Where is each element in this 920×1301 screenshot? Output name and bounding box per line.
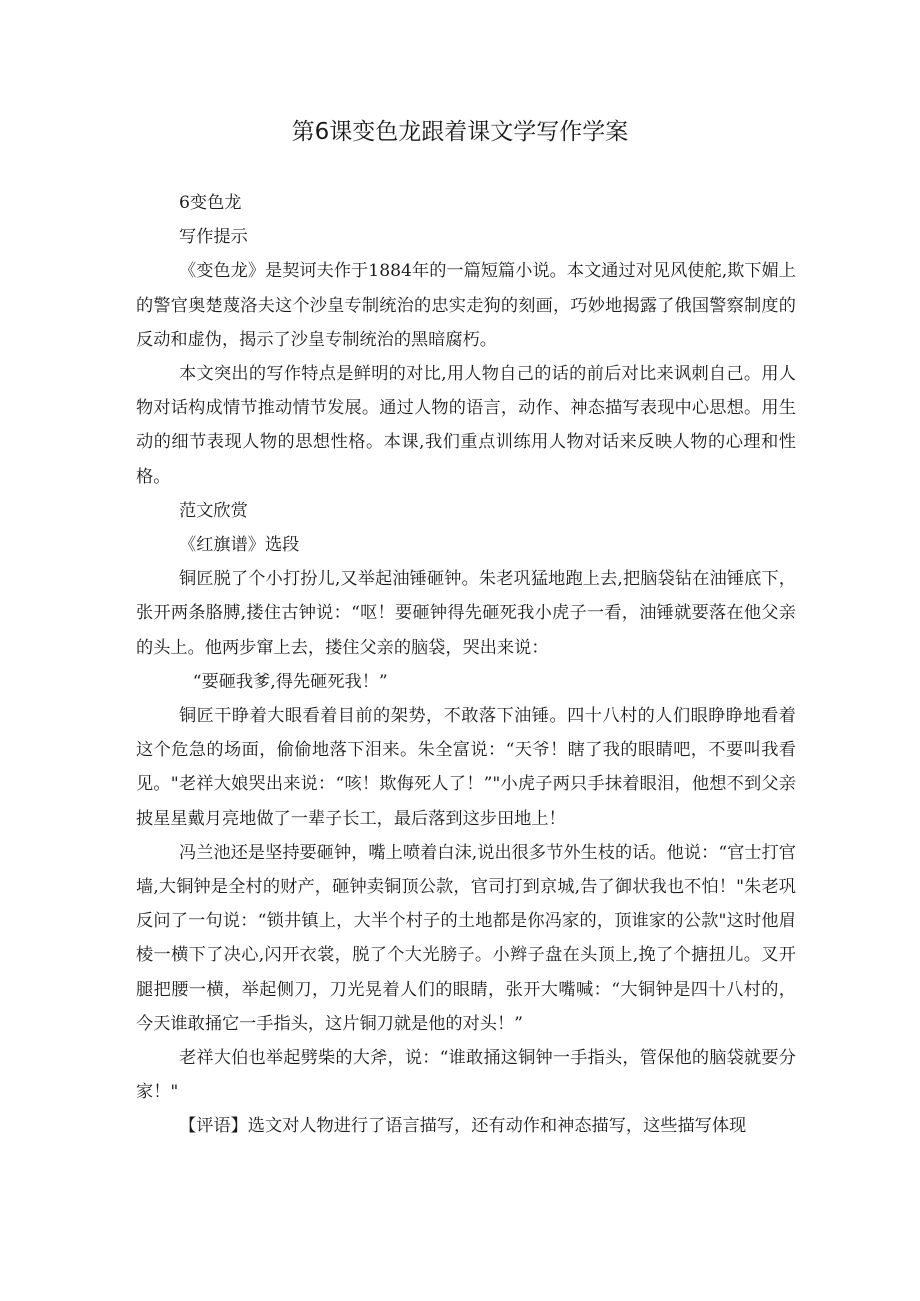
document-title: 第6课变色龙跟着课文学写作学案 <box>291 119 629 145</box>
paragraph-writing-features: 本文突出的写作特点是鲜明的对比,用人物自己的话的前后对比来讽刺自己。用人物对话构成情节推动情节发展。通过人物的语言，动作、神态描写表现中心思想。用生动的细节表现人物的思想性格。本课,我们重点训练用人物对话来反映人物的心理和性格。 <box>136 364 796 487</box>
section-heading-model-text: 范文欣赏 <box>179 500 248 521</box>
excerpt-title: 《红旗谱》选段 <box>179 535 300 556</box>
lesson-heading: 6变色龙 <box>179 193 242 213</box>
excerpt-paragraph: 铜匠干睁着大眼看着目前的架势，不敢落下油锤。四十八村的人们眼睁睁地看着这个危急的场面，偷偷地落下泪来。朱全富说：“天爷！瞎了我的眼睛吧，不要叫我看见。"老祥大娘哭出来说：“咳！欺侮死人了！”"小虎子两只手抹着眼泪，他想不到父亲披星星戴月亮地做了一辈子长工，最后落到这步田地上！ <box>136 706 796 829</box>
excerpt-quote: “要砸我爹,得先砸死我！” <box>192 671 388 692</box>
excerpt-paragraph: 冯兰池还是坚持要砸钟，嘴上喷着白沫,说出很多节外生枝的话。他说：“官士打官墙,大铜钟是全村的财产，砸钟卖铜顶公款，官司打到京城,告了御状我也不怕！"朱老巩反问了一句说：“锁井镇上，大半个村子的土地都是你冯家的，顶谁家的公款"这时他眉棱一横下了决心,闪开衣裳，脱了个大光膀子。小辫子盘在头顶上,挽了个搪扭儿。叉开腿把腰一横，举起侧刀，刀光晃着人们的眼睛，张开大嘴喊：“大铜钟是四十八村的，今天谁敢捅它一手指头，这片铜刀就是他的对头！” <box>136 842 796 1034</box>
comment-paragraph: 【评语】选文对人物进行了语言描写，还有动作和神态描写，这些描写体现 <box>179 1116 747 1137</box>
excerpt-paragraph: 铜匠脱了个小打扮儿,又举起油锤砸钟。朱老巩猛地跑上去,把脑袋钻在油锤底下，张开两条胳膊,搂住古钟说：“呕！要砸钟得先砸死我小虎子一看，油锤就要落在他父亲的头上。他两步窜上去，搂住父亲的脑袋，哭出来说： <box>136 569 796 658</box>
document-body <box>136 186 796 1144</box>
section-heading-writing-tips: 写作提示 <box>179 227 248 248</box>
excerpt-paragraph: 老祥大伯也举起劈柴的大斧，说：“谁敢捅这铜钟一手指头，管保他的脑袋就要分家！" <box>136 1048 796 1103</box>
paragraph-intro: 《变色龙》是契诃夫作于1884年的一篇短篇小说。本文通过对见风使舵,欺下媚上的警官奥楚蔑洛夫这个沙皇专制统治的忠实走狗的刻画，巧妙地揭露了俄国警察制度的反动和虚伪，揭示了沙皇专制统治的黑暗腐朽。 <box>136 261 796 350</box>
